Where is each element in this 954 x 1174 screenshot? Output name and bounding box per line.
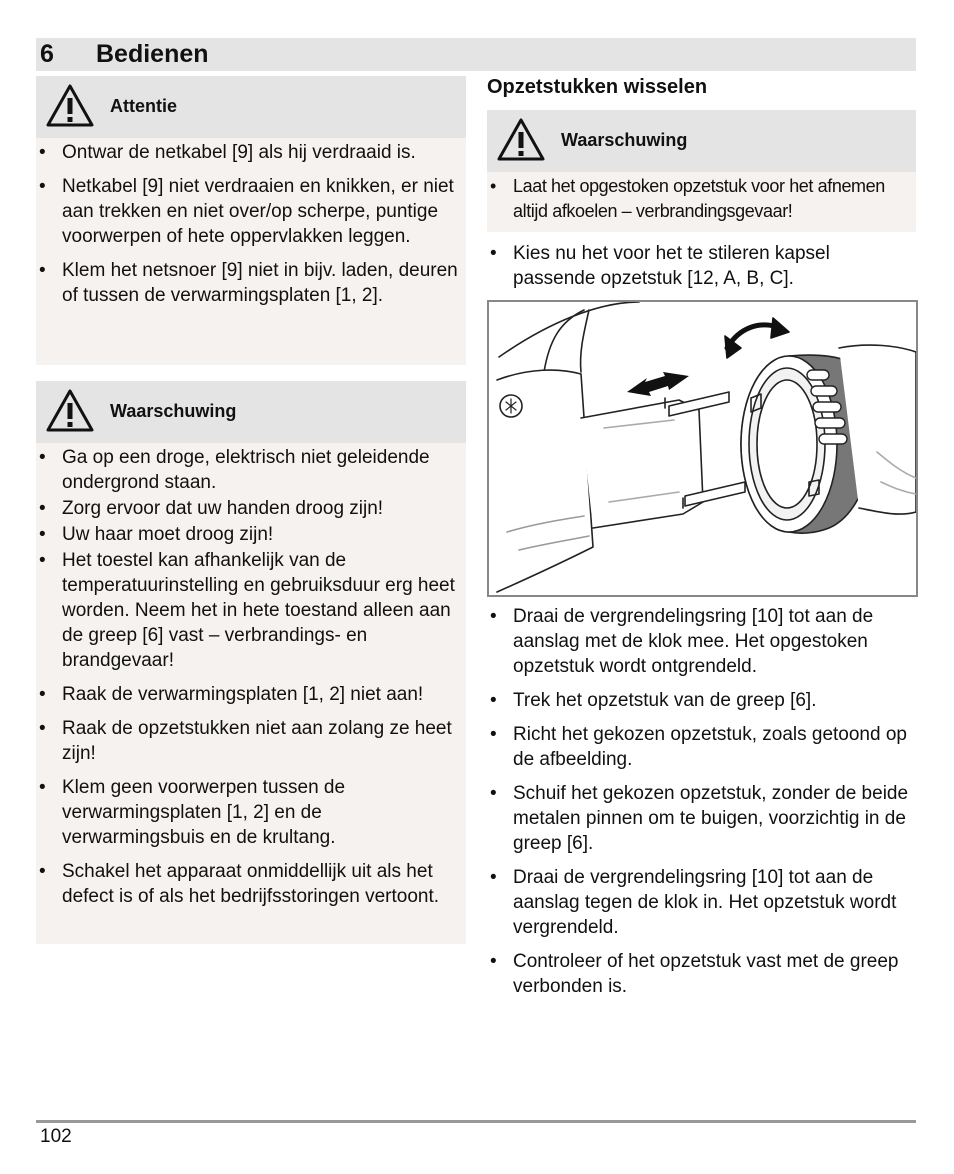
list-item: • Draai de vergrendelingsring [10] tot aan de aanslag met de klok mee. Het opgestoken opzetstuk wordt ontgrendeld. — [487, 604, 916, 679]
attentie-header — [36, 76, 466, 138]
attentie-title: Attentie — [110, 96, 177, 116]
right-warning-list — [487, 174, 907, 224]
chapter-number: 6 — [40, 40, 54, 68]
right-warning-box — [487, 110, 916, 232]
list-item: • Draai de vergrendelingsring [10] tot aan de aanslag tegen de klok in. Het opzetstuk wordt vergrendeld. — [487, 865, 916, 940]
section-subtitle: Opzetstukken wisselen — [487, 76, 708, 98]
list-item: • Uw haar moet droog zijn! — [36, 522, 460, 547]
warning-triangle-icon — [46, 84, 94, 128]
list-item: • Richt het gekozen opzetstuk, zoals getoond op de afbeelding. — [487, 722, 916, 772]
list-item: • Netkabel [9] niet verdraaien en knikken, er niet aan trekken en niet over/op scherpe, puntige voorwerpen of hete oppervlakken leggen. — [36, 174, 460, 249]
waarschuwing-header — [36, 381, 466, 443]
warning-triangle-icon — [46, 389, 94, 433]
list-item: • Klem geen voorwerpen tussen de verwarmingsplaten [1, 2] en de verwarmingsbuis en de krultang. — [36, 775, 460, 850]
attentie-box — [36, 76, 466, 365]
warning-triangle-icon — [497, 118, 545, 162]
chapter-title: Bedienen — [96, 40, 209, 68]
waarschuwing-title: Waarschuwing — [110, 401, 237, 421]
list-item: • Raak de verwarmingsplaten [1, 2] niet aan! — [36, 682, 460, 707]
attentie-list — [36, 140, 460, 308]
right-warning-title: Waarschuwing — [561, 130, 688, 150]
right-warning-header — [487, 110, 916, 172]
list-item: • Controleer of het opzetstuk vast met de greep verbonden is. — [487, 949, 916, 999]
list-item: • Kies nu het voor het te stileren kapsel passende opzetstuk [12, A, B, C]. — [487, 241, 916, 291]
steps-list — [487, 604, 916, 999]
list-item: • Ontwar de netkabel [9] als hij verdraaid is. — [36, 140, 460, 165]
page-number: 102 — [40, 1126, 72, 1147]
waarschuwing-list — [36, 445, 460, 909]
list-item: • Zorg ervoor dat uw handen droog zijn! — [36, 496, 460, 521]
list-item: • Schakel het apparaat onmiddellijk uit als het defect is of als het bedrijfsstoringen vertoont. — [36, 859, 460, 909]
list-item: • Schuif het gekozen opzetstuk, zonder de beide metalen pinnen om te buigen, voorzichtig in de greep [6]. — [487, 781, 916, 856]
list-item: • Het toestel kan afhankelijk van de temperatuurinstelling en gebruiksduur erg heet worden. Neem het in hete toestand alleen aan de greep [6] vast – verbrandings- en brandgevaar! — [36, 548, 460, 673]
list-item: • Klem het netsnoer [9] niet in bijv. laden, deuren of tussen de verwarmingsplaten [1, 2]. — [36, 258, 460, 308]
list-item: • Raak de opzetstukken niet aan zolang ze heet zijn! — [36, 716, 460, 766]
list-item: • Laat het opgestoken opzetstuk voor het afnemen altijd afkoelen – verbrandingsgevaar! — [487, 174, 907, 224]
list-item: • Trek het opzetstuk van de greep [6]. — [487, 688, 916, 713]
attachment-change-illustration — [487, 300, 918, 597]
waarschuwing-box — [36, 381, 466, 944]
footer-divider — [36, 1120, 916, 1123]
chapter-heading — [36, 38, 916, 71]
list-item: • Ga op een droge, elektrisch niet geleidende ondergrond staan. — [36, 445, 460, 495]
intro-list — [487, 241, 916, 291]
curling-iron-attachment-illustration — [489, 302, 916, 595]
